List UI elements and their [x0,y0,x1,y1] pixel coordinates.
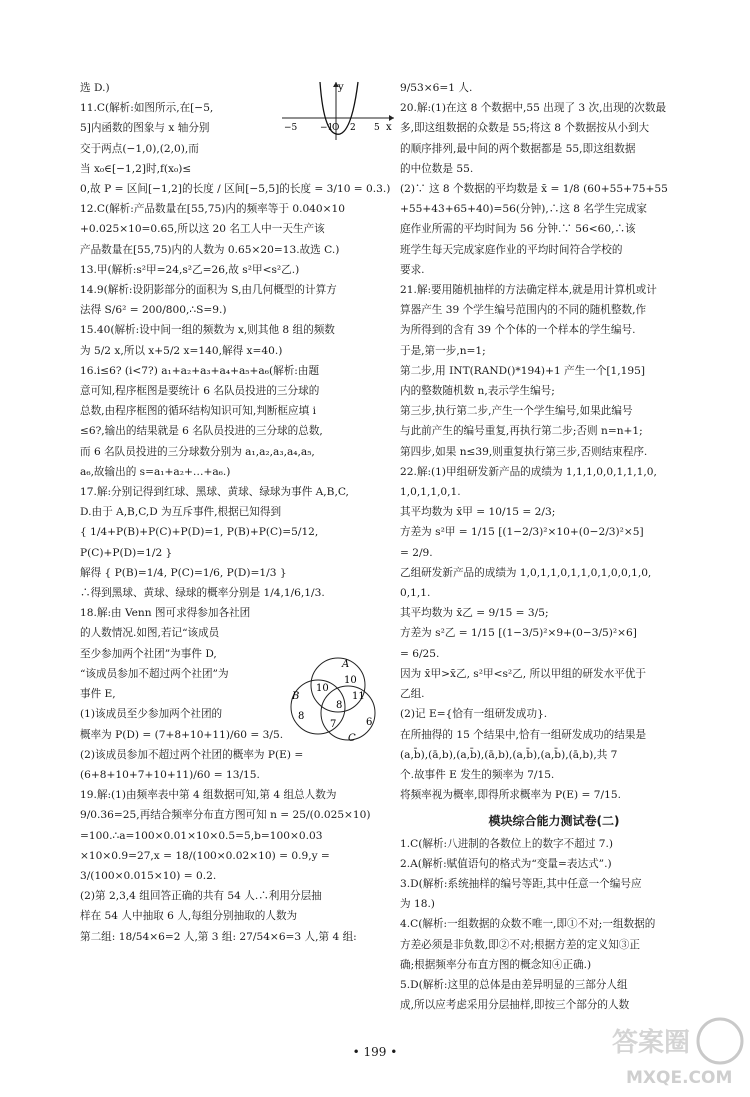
right-line-15: 内的整数随机数 n,表示学生编号; [400,385,555,398]
right-line-21: 其平均数为 x̄甲 = 10/15 = 2/3; [400,506,556,519]
right-line-29: 因为 x̄甲>x̄乙, s²甲<s²乙, 所以甲组的研发水平优于 [400,667,646,680]
left-line-30: (1)该成员至少参加两个社团的 [80,708,223,721]
right-line-16: 第三步,执行第二步,产生一个学生编号,如果此编号 [400,405,633,418]
left-line-15: 意可知,程序框图是要统计 6 名队员投进的三分球的 [80,385,320,398]
right-line-7: 庭作业所需的平均时间为 56 分钟.∵ 56<60,∴该 [400,223,636,236]
left-line-18: 而 6 名队员投进的三分球数分别为 a₁,a₂,a₃,a₄,a₅, [80,445,315,458]
right-line-26: 其平均数为 x̄乙 = 9/15 = 3/5; [400,607,549,620]
watermark-main: 答案圈 [612,1028,691,1058]
left-line-29: 事件 E, [80,688,116,701]
left-line-7: +0.025×10=0.65,所以这 20 名工人中一天生产该 [80,223,325,236]
left-line-41: 第二组: 18/54×6=2 人,第 3 组: 27/54×6=3 人,第 4 组: [80,930,357,943]
left-line-16: 总数,由程序框图的循环结构知识可知,判断框应填 i [80,405,316,418]
venn-num-a-only: 10 [344,675,357,686]
venn-label-b: B [292,691,300,702]
left-line-8: 产品数量在[55,75)内的人数为 0.65×20=13.故选 C.) [80,243,340,256]
right-line-9: 要求. [400,263,425,276]
right-line-23: = 2/9. [400,546,433,559]
left-line-33: (6+8+10+7+10+11)/60 = 13/15. [80,768,260,781]
right-after-block [400,834,708,1016]
right-line-25: 0,1,1. [400,587,431,600]
right-line-2: 多,即这组数据的众数是 55;将这 8 个数据按从小到大 [400,122,650,135]
right-line-20: 1,0,1,1,0,1. [400,486,461,499]
left-line-4: 当 x₀∈[−1,2]时,f(x₀)≤ [80,162,192,175]
exam-answer-line-6: 确;根据频率分布直方图的概念知④正确.) [400,958,592,971]
right-line-24: 乙组研发新产品的成绩为 1,0,1,1,0,1,1,0,1,0,0,1,0, [400,566,652,579]
right-line-10: 21.解:要用随机抽样的方法确定样本,就是用计算机或计 [400,284,657,297]
graph-tick-neg5: −5 [284,123,298,133]
graph-tick-2: 2 [350,123,356,133]
left-column [80,78,398,1017]
graph-origin: O [332,123,340,133]
left-line-2: 5]内函数的图象与 x 轴分别 [80,122,210,135]
left-line-10: 14.9(解析:设阴影部分的面积为 S,由几何概型的计算方 [80,284,337,297]
right-line-4: 的中位数是 55. [400,162,474,175]
left-line-1: 11.C(解析:如图所示,在[−5, [80,102,214,115]
right-line-8: 班学生每天完成家庭作业的平均时间符合学校的 [400,243,623,256]
left-line-13: 为 5/2 x,所以 x+5/2 x=140,解得 x=40.) [80,344,283,357]
left-line-27: 至少参加两个社团”为事件 D, [80,647,217,660]
right-text-block [400,78,708,805]
left-line-22: { 1/4+P(B)+P(C)+P(D)=1, P(B)+P(C)=5/12, P(C)+P(D)=1/2 } [80,526,319,559]
right-line-18: 第四步,如果 n≤39,则重复执行第三步,否则结束程序. [400,445,648,458]
left-line-26: 的人数情况.如图,若记“该成员 [80,627,220,640]
right-line-19: 22.解:(1)甲组研发新产品的成绩为 1,1,1,0,0,1,1,1,0, [400,465,657,478]
right-line-11: 算器产生 39 个学生编号范围内的不同的随机整数,作 [400,304,647,317]
left-line-9: 13.甲(解析:s²甲=24,s²乙=26,故 s²甲<s²乙.) [80,263,300,276]
exam-answer-line-2: 3.D(解析:系统抽样的编号等距,其中任意一个编号应 [400,877,642,890]
exam-answer-line-0: 1.C(解析:八进制的各数位上的数字不超过 7.) [400,837,614,850]
graph-y-label: y [338,82,344,93]
left-line-6: 12.C(解析:产品数量在[55,75)内的频率等于 0.040×10 [80,203,346,216]
graph-tick-neg1: −1 [320,123,334,133]
right-line-17: 与此前产生的编号重复,再执行第二步;否则 n=n+1; [400,425,643,438]
left-line-23: 解得 { P(B)=1/4, P(C)=1/6, P(D)=1/3 } [80,566,287,579]
left-line-12: 15.40(解析:设中间一组的频数为 x,则其他 8 组的频数 [80,324,335,337]
left-text-block [80,78,398,947]
venn-diagram [282,655,386,747]
venn-num-ab: 10 [316,683,329,694]
exam-answer-line-5: 方差必须是非负数,即②不对;根据方差的定义知③正 [400,938,640,951]
site-watermark [608,1001,744,1091]
exam-answer-line-4: 4.C(解析:一组数据的众数不唯一,即①不对;一组数据的 [400,918,656,931]
exam-answer-line-7: 5.D(解析:这里的总体是由差异明显的三部分人组 [400,978,628,991]
exam-answer-line-8: 成,所以应考虑采用分层抽样,即按三个部分的人数 [400,999,630,1012]
right-line-6: +55+43+65+40)=56(分钟),∴这 8 名学生完成家 [400,203,647,216]
right-line-30: 乙组. [400,688,425,701]
right-line-31: (2)记 E={恰有一组研发成功}. [400,708,548,721]
left-line-3: 交于两点(−1,0),(2,0),而 [80,142,199,155]
page-number: • 199 • [352,1045,398,1059]
right-line-35: 将频率视为概率,即得所求概率为 P(E) = 7/15. [400,789,621,802]
left-line-39: (2)第 2,3,4 组回答正确的共有 54 人.∴利用分层抽 [80,890,322,903]
left-line-21: D.由于 A,B,C,D 为互斥事件,根据已知得到 [80,506,282,519]
right-line-32: 在所抽得的 15 个结果中,恰有一组研发成功的结果是 [400,728,647,741]
left-line-0: 选 D.) [80,82,110,94]
right-line-13: 于是,第一步,n=1; [400,344,486,357]
right-line-5: (2)∵ 这 8 个数据的平均数是 x̄ = 1/8 (60+55+75+55 [400,183,668,196]
left-line-36: =100.∴a=100×0.01×10×0.5=5,b=100×0.03 [80,829,323,842]
left-line-40: 样在 54 人中抽取 6 人,每组分别抽取的人数为 [80,910,298,923]
left-line-20: 17.解:分别记得到红球、黑球、黄球、绿球为事件 A,B,C, [80,486,349,499]
right-line-28: = 6/25. [400,647,440,660]
exam-answer-line-1: 2.A(解析:赋值语句的格式为“变量=表达式”.) [400,857,612,870]
venn-num-abc: 8 [336,700,343,711]
right-line-34: 个.故事件 E 发生的频率为 7/15. [400,768,555,781]
left-line-19: a₆,故输出的 s=a₁+a₂+…+a₆.) [80,465,231,478]
venn-label-a: A [342,659,350,670]
left-line-34: 19.解:(1)由频率表中第 4 组数据可知,第 4 组总人数为 [80,789,337,802]
function-graph-figure [280,78,398,142]
left-line-37: ×10×0.9=27,x = 18/(100×0.02×10) = 0.9,y = [80,849,330,862]
right-line-3: 的顺序排列,最中间的两个数据都是 55,即这组数据 [400,142,636,155]
left-line-35: 9/0.36=25,再结合频率分布直方图可知 n = 25/(0.025×10) [80,809,371,822]
right-line-12: 为所得到的含有 39 个个体的一个样本的学生编号. [400,324,636,337]
left-line-17: ≤6?,输出的结果就是 6 名队员投进的三分球的总数, [80,425,323,438]
right-line-0: 9/53×6=1 人. [400,82,473,94]
left-line-24: ∴得到黑球、黄球、绿球的概率分别是 1/4,1/6,1/3. [80,587,325,600]
venn-num-ac: 11 [352,691,365,702]
graph-tick-5: 5 [374,123,380,133]
right-line-14: 第二步,用 INT(RAND()*194)+1 产生一个[1,195] [400,364,646,377]
left-line-25: 18.解:由 Venn 图可求得参加各社团 [80,607,251,620]
left-line-31: 概率为 P(D) = (7+8+10+11)/60 = 3/5. [80,728,284,741]
right-line-22: 方差为 s²甲 = 1/15 [(1−2/3)²×10+(0−2/3)²×5] [400,526,644,539]
left-line-38: 3/(100×0.015×10) = 0.2. [80,869,217,882]
graph-x-label: x [386,122,392,133]
venn-num-b-only: 8 [298,711,305,722]
left-line-14: 16.i≤6? (i<7?) a₁+a₂+a₃+a₄+a₅+a₆(解析:由题 [80,364,320,377]
venn-label-c: C [348,733,356,744]
venn-num-bc: 7 [330,719,337,730]
left-line-11: 法得 S/6² = 200/800,∴S=9.) [80,304,227,317]
watermark-site: MXQE.COM [626,1068,733,1088]
left-line-32: (2)该成员参加不超过两个社团的概率为 P(E) = [80,748,304,761]
right-line-1: 20.解:(1)在这 8 个数据中,55 出现了 3 次,出现的次数最 [400,102,667,115]
right-column [400,78,708,1017]
exam-answer-line-3: 为 18.) [400,898,435,911]
venn-num-c-only: 6 [366,717,373,728]
right-line-33: (a,b̄),(ā,b),(a,b̄),(ā,b),(a,b̄),(a,b̄),(ā,b),共 7 [400,748,618,761]
left-line-5: 0,故 P = 区间[−1,2]的长度 / 区间[−5,5]的长度 = 3/10 = 0.3.) [80,183,391,196]
section-title: 模块综合能力测试卷(二) [488,814,620,829]
right-line-27: 方差为 s²乙 = 1/15 [(1−3/5)²×9+(0−3/5)²×6] [400,627,637,640]
left-line-28: “该成员参加不超过两个社团”为 [80,667,229,680]
